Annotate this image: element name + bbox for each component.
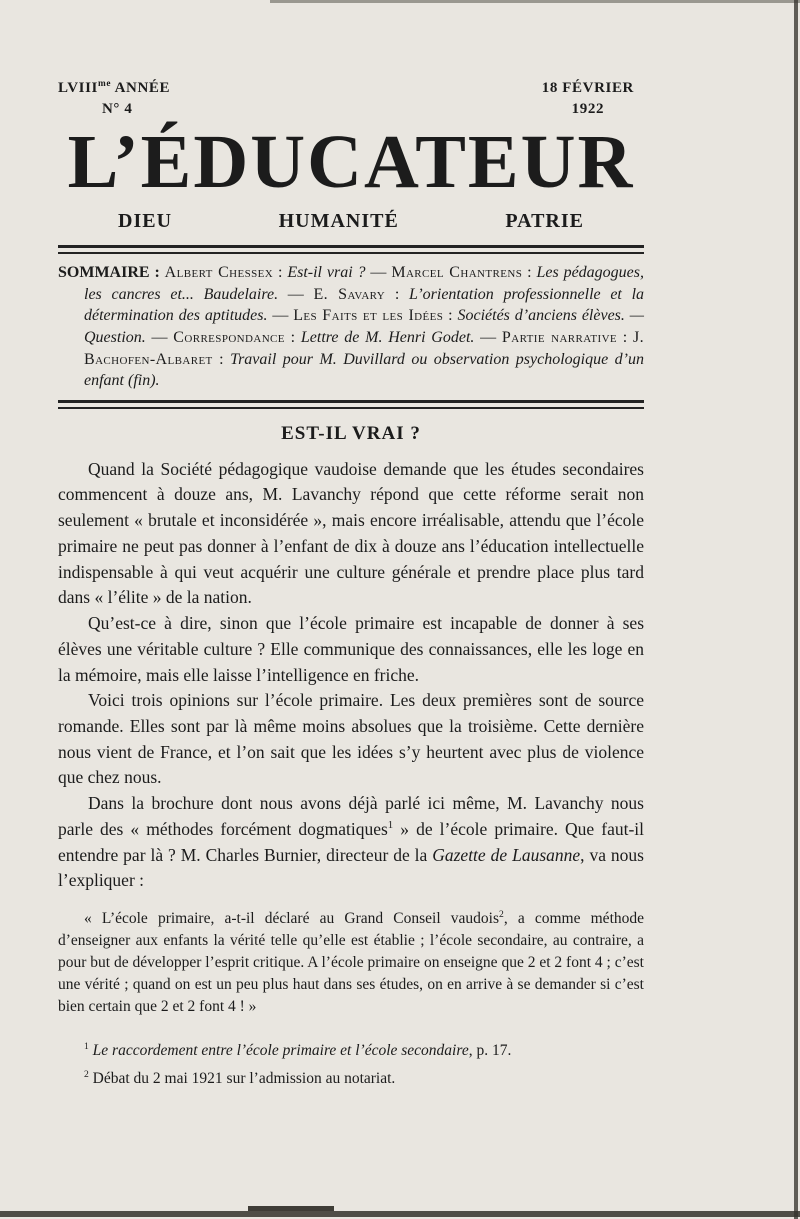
motto-humanite: HUMANITÉ xyxy=(278,210,399,233)
volume-year-label: $LVIII^{me}$ ANNÉE xyxy=(58,79,171,96)
article-paragraph-3: Voici trois opinions sur l’école primaire. Les deux premières sont de source romande. Elles sont par là même moins absolues que la troisième. Cette dernière nous vient de France, et l’on sait que les idées s’y heurtent avec plus de violence que chez nous. xyxy=(58,690,644,788)
article-title: EST-IL VRAI ? xyxy=(281,422,421,444)
issue-year: 1922 xyxy=(571,101,605,117)
issue-header xyxy=(58,0,644,118)
double-rule-bottom xyxy=(58,400,644,409)
article-paragraph-1: Quand la Société pédagogique vaudoise demande que les études secondaires commencent à douze ans, M. Lavanchy répond que cette réforme serait non seulement « brutale et inconsidérée », mais encore irréalisable, attendu que l’école primaire ne peut pas donner à l’enfant de dix à douze ans l’éducation intellectuelle indispensable à qui veut acquérir une culture générale et prendre place plus tard dans « l’élite » de la nation. xyxy=(58,458,644,608)
motto-patrie: PATRIE xyxy=(505,210,584,233)
masthead-title: L’ÉDUCATEUR xyxy=(67,120,635,204)
page-content xyxy=(58,0,644,1089)
scan-edge-bottom-mark xyxy=(248,1206,334,1211)
block-quote: « L’école primaire, a-t-il déclaré au Grand Conseil vaudois$^2$, a comme méthode d’enseigner aux enfants la vérité telle qu’elle est établie ; l’école secondaire, au contraire, a pour but de développer l’esprit critique. A l’école primaire on enseigne que 2 et 2 font 4 ; c’est une vérité ; quand on est un peu plus haut dans ses études, on en arrive à se demander si c’est bien certain que 2 et 2 font 4 ! » xyxy=(58,908,645,1015)
scan-edge-right xyxy=(794,0,798,1219)
issue-header-left xyxy=(58,80,170,118)
motto xyxy=(118,210,584,233)
issue-header-right xyxy=(542,80,644,118)
article-paragraph-4: Dans la brochure dont nous avons déjà parlé ici même, M. Lavanchy nous parle des « méthodes forcément dogmatiques$^1$ » de l’école primaire. Que faut-il entendre par là ? M. Charles Burnier, directeur de la Gazette de Lausanne, va nous l’expliquer : xyxy=(58,793,645,891)
motto-dieu: DIEU xyxy=(118,210,173,233)
double-rule-top xyxy=(58,245,644,254)
sommaire-block: SOMMAIRE : Albert Chessex : Est-il vrai ? — Marcel Chantrens : Les pédagogues, les cancres et... Baudelaire. — E. Savary : L’orientation professionnelle et la détermination des aptitudes. — Les Faits et les Idées : Sociétés d’anciens élèves. — Question. — Correspondance : Lettre de M. Henri Godet. — Partie narrative : J. Bachofen-Albaret : Travail pour M. Duvillard ou observation psychologique d’un enfant (fin). xyxy=(58,264,645,390)
footnote-2: $^2$ Débat du 2 mai 1921 sur l’admission au notariat. xyxy=(84,1068,396,1087)
issue-date: 18 FÉVRIER xyxy=(541,80,634,96)
issue-number: N° 4 xyxy=(102,101,133,117)
article-paragraph-2: Qu’est-ce à dire, sinon que l’école primaire est incapable de donner à ses élèves une véritable culture ? Elle communique des connaissances, elle les loge en la mémoire, mais elle laisse l’intelligence en friche. xyxy=(58,613,644,685)
footnote-1: $^1$ Le raccordement entre l’école primaire et l’école secondaire, p. 17. xyxy=(84,1040,512,1059)
scan-edge-bottom xyxy=(0,1211,800,1217)
